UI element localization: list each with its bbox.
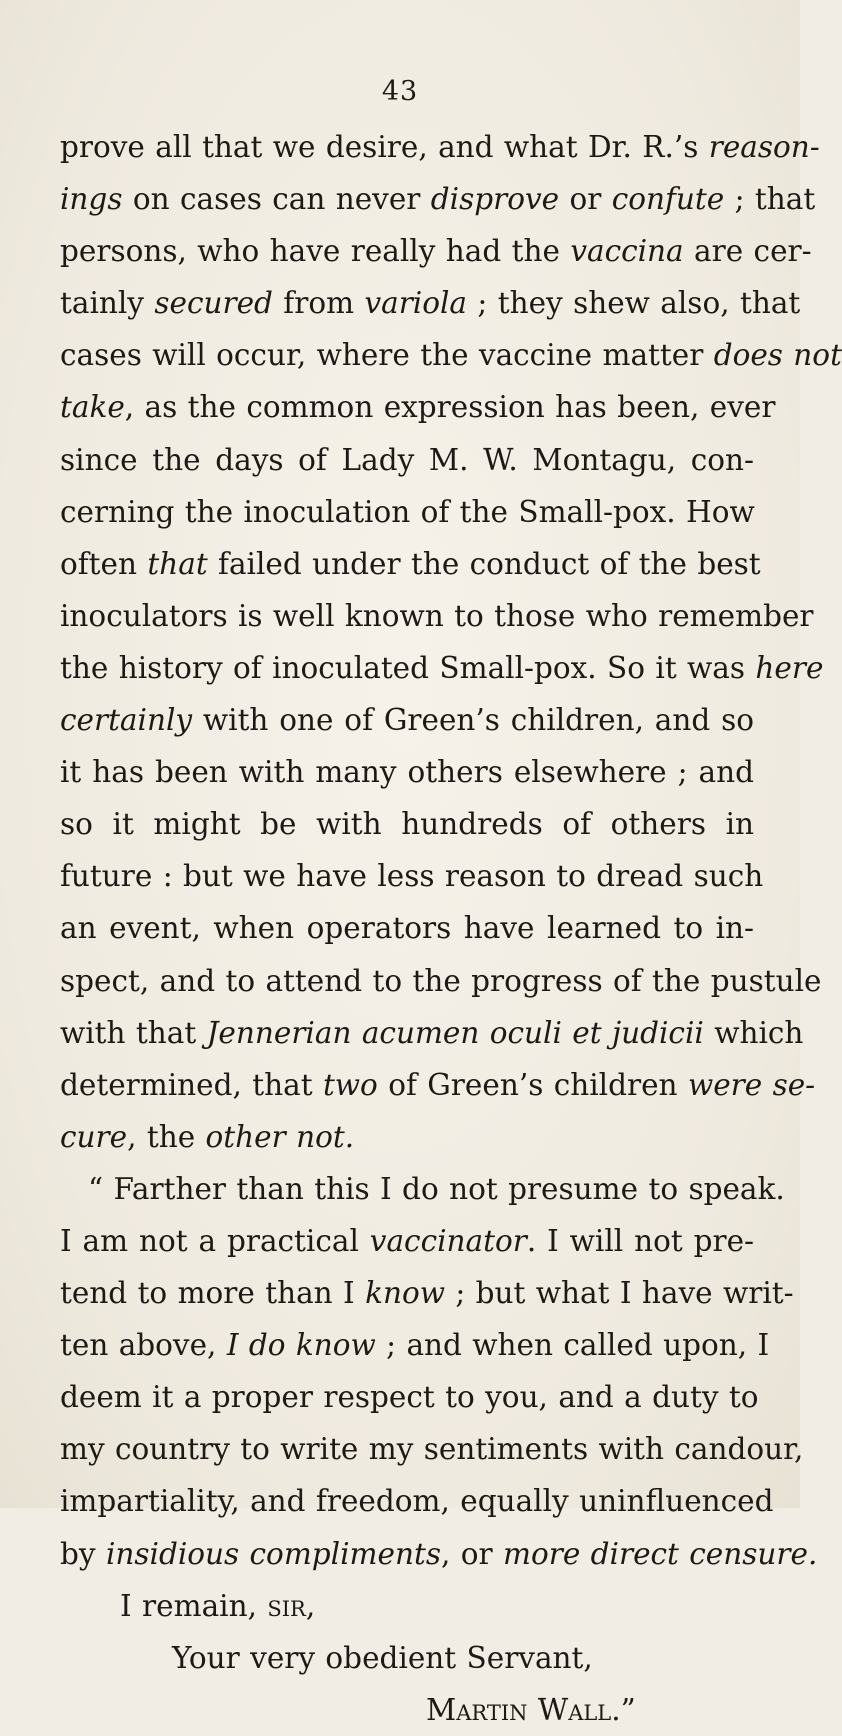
italic-run: confute: [611, 182, 725, 217]
text-line: an event, when operators have learned to in-: [60, 911, 754, 946]
italic-run: variola: [364, 286, 468, 321]
italic-run: take: [60, 390, 125, 425]
italic-run: ings: [60, 182, 123, 217]
text-line: certainly with one of Green’s children, and so: [60, 703, 754, 738]
text-line: inoculators is well known to those who remember: [60, 598, 814, 633]
italic-run: vaccinator: [369, 1223, 527, 1258]
italic-run: two: [322, 1067, 378, 1102]
text-line: tainly secured from variola ; they shew also, that: [60, 286, 801, 321]
body-text: [60, 121, 842, 1736]
text-line: so it might be with hundreds of others in: [60, 807, 754, 842]
text-line: it has been with many others elsewhere ; and: [60, 755, 754, 790]
italic-run: more direct censure.: [502, 1536, 818, 1571]
text-line: persons, who have really had the vaccina are cer-: [60, 234, 812, 269]
text-line: cerning the inoculation of the Small-pox. How: [60, 494, 755, 529]
text-line: spect, and to attend to the progress of the pustule: [60, 963, 822, 998]
italic-run: vaccina: [570, 234, 684, 269]
italic-run: certainly: [60, 703, 193, 738]
italic-run: Jennerian acumen oculi et judicii: [206, 1015, 704, 1050]
text-line: the history of inoculated Small-pox. So it was here: [60, 650, 824, 685]
text-line: tend to more than I know ; but what I have writ-: [60, 1276, 794, 1311]
italic-run: cure: [60, 1119, 128, 1154]
text-line: with that Jennerian acumen oculi et judicii which: [60, 1015, 804, 1050]
text-line: ten above, I do know ; and when called upon, I: [60, 1328, 770, 1363]
italic-run: does not: [713, 338, 842, 373]
text-line: by insidious compliments, or more direct censure.: [60, 1536, 818, 1571]
text-line: “ Farther than this I do not presume to speak.: [88, 1171, 785, 1206]
closing-line: I remain, sir,: [120, 1588, 316, 1623]
text-line: prove all that we desire, and what Dr. R.’s reason-: [60, 130, 820, 164]
text-line: determined, that two of Green’s children were se-: [60, 1067, 816, 1102]
italic-run: reason-: [708, 130, 820, 164]
text-line: take, as the common expression has been, ever: [60, 390, 776, 425]
italic-run: insidious compliments: [105, 1536, 441, 1571]
text-line: cases will occur, where the vaccine matter does not: [60, 338, 842, 373]
italic-run: that: [147, 546, 208, 581]
italic-run: I do know: [226, 1328, 376, 1363]
closing-line: Your very obedient Servant,: [172, 1640, 593, 1675]
italic-run: secured: [154, 286, 273, 321]
text-line: deem it a proper respect to you, and a duty to: [60, 1380, 759, 1415]
italic-run: were se-: [687, 1067, 816, 1102]
italic-run: other not.: [205, 1119, 355, 1154]
italic-run: here: [755, 650, 824, 685]
small-caps-run: sir: [267, 1588, 306, 1623]
text-line: ings on cases can never disprove or confute ; that: [60, 182, 816, 217]
text-line: future : but we have less reason to dread such: [60, 859, 764, 894]
text-line: cure, the other not.: [60, 1119, 355, 1154]
text-line: my country to write my sentiments with candour,: [60, 1432, 804, 1467]
signature-line: Martin Wall.”: [426, 1692, 636, 1727]
italic-run: know: [365, 1276, 445, 1311]
text-line: since the days of Lady M. W. Montagu, con-: [60, 442, 754, 477]
page-number: 43: [381, 76, 419, 107]
text-line: often that failed under the conduct of the best: [60, 546, 761, 581]
text-line: I am not a practical vaccinator. I will not pre-: [60, 1223, 755, 1258]
small-caps-run: Martin Wall: [426, 1692, 612, 1727]
italic-run: disprove: [430, 182, 560, 217]
text-line: impartiality, and freedom, equally uninfluenced: [60, 1484, 774, 1519]
